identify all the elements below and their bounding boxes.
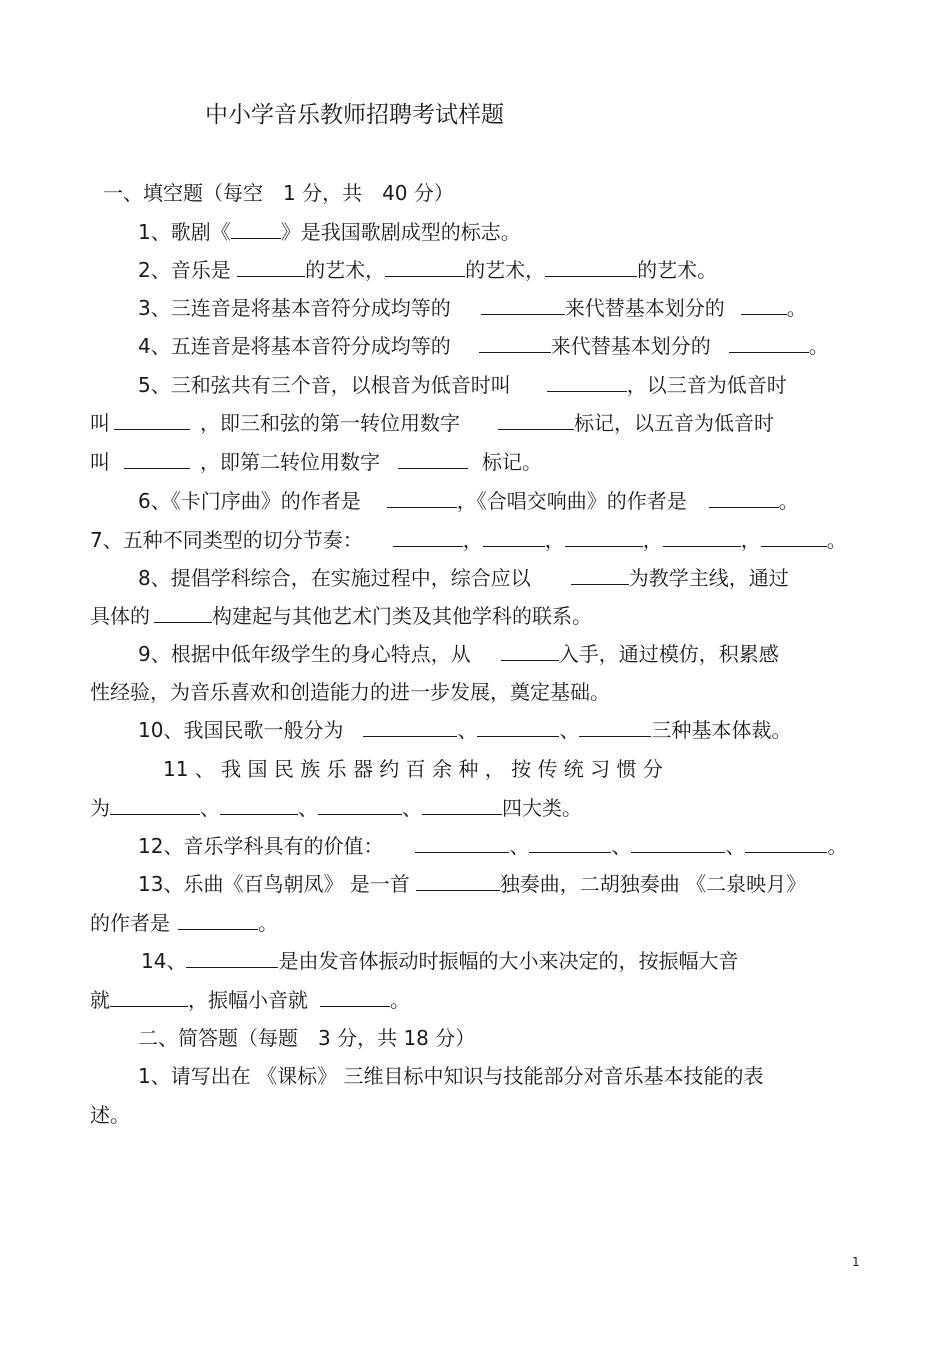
answer-blank [416, 872, 500, 891]
separator: 、 [509, 834, 530, 858]
answer-blank [110, 988, 188, 1007]
question-13-line-2 [90, 911, 278, 935]
question-text: 的艺术， [305, 258, 386, 282]
question-text: 构建起与其他艺术门类及其他学科的联系。 [212, 604, 592, 628]
question-text: 具体的 [90, 604, 150, 628]
question-text: 。 [390, 988, 410, 1012]
separator: ， [544, 528, 565, 552]
question-8-line-2 [90, 604, 592, 628]
question-text: 》是我国歌剧成型的标志。 [280, 220, 521, 244]
question-text: 入手，通过模仿，积累感 [558, 642, 779, 666]
question-text: 的艺术。 [637, 258, 718, 282]
answer-blank [318, 796, 402, 815]
question-2 [138, 258, 717, 282]
answer-blank [481, 296, 565, 315]
question-text: 为 [90, 796, 110, 820]
question-text: 标记，以五音为低音时 [574, 411, 774, 435]
answer-blank [709, 489, 779, 508]
answer-blank [729, 334, 809, 353]
question-text: 三种基本体裁。 [651, 718, 792, 742]
answer-blank [237, 258, 305, 277]
question-text: 叫 [90, 411, 110, 435]
question-11-line-2 [90, 796, 582, 820]
answer-blank [761, 528, 827, 547]
question-5-line-1 [138, 373, 787, 397]
separator: ， [462, 528, 483, 552]
question-9-line-1 [138, 642, 779, 666]
page-number: 1 [852, 1255, 860, 1269]
question-text: 。 [258, 911, 278, 935]
question-9-line-2: 性经验，为音乐喜欢和创造能力的进一步发展，奠定基础。 [90, 680, 610, 704]
question-text: 10、我国民歌一般分为 [138, 718, 344, 742]
answer-blank [422, 796, 502, 815]
question-text: ，振幅小音就 [188, 988, 308, 1012]
separator: 、 [457, 718, 478, 742]
separator: 、 [298, 796, 318, 820]
separator: ， [740, 528, 761, 552]
question-14-line-1 [141, 949, 738, 973]
question-10 [138, 718, 791, 742]
question-text: 。 [778, 489, 799, 513]
page-title: 中小学音乐教师招聘考试样题 [205, 102, 504, 128]
question-text: 。 [827, 834, 848, 858]
question-text: 的艺术， [465, 258, 546, 282]
answer-blank [745, 834, 827, 853]
question-1 [138, 220, 521, 244]
question-4 [138, 334, 829, 358]
answer-blank [631, 834, 725, 853]
separator: 、 [725, 834, 746, 858]
question-14-line-2 [90, 988, 410, 1012]
answer-blank [579, 718, 651, 737]
question-text: 8、提倡学科综合，在实施过程中，综合应以 [138, 566, 531, 590]
question-text: 来代替基本划分的 [564, 296, 725, 320]
separator: 、 [611, 834, 632, 858]
answer-blank [124, 450, 190, 469]
answer-blank [529, 834, 611, 853]
question-text: 5、三和弦共有三个音，以根音为低音时叫 [138, 373, 511, 397]
question-text: 。 [808, 334, 829, 358]
answer-blank [220, 796, 298, 815]
short-answer-1-line-1: 1、请写出在 《课标》 三维目标中知识与技能部分对音乐基本技能的表 [138, 1064, 764, 1088]
question-7 [90, 528, 847, 552]
answer-blank [547, 373, 627, 392]
answer-blank [363, 718, 457, 737]
question-text: 9、根据中低年级学生的身心特点，从 [138, 642, 471, 666]
question-text: ，即第二转位用数字 [200, 450, 380, 474]
question-text: 6、《卡门序曲》的作者是 [138, 489, 361, 513]
question-text: 就 [90, 988, 110, 1012]
question-text: ，即三和弦的第一转位用数字 [200, 411, 460, 435]
question-text: 2、音乐是 [138, 258, 238, 282]
answer-blank [320, 988, 390, 1007]
answer-blank [501, 642, 559, 661]
question-text: 14、 [141, 949, 187, 973]
question-text: 为教学主线，通过 [628, 566, 789, 590]
question-5-line-3 [90, 450, 542, 474]
answer-blank [498, 411, 574, 430]
question-text: 1、歌剧《 [138, 220, 231, 244]
answer-blank [178, 911, 258, 930]
answer-blank [114, 411, 190, 430]
answer-blank [741, 296, 787, 315]
answer-blank [479, 334, 551, 353]
answer-blank [398, 450, 468, 469]
separator: 、 [559, 718, 580, 742]
question-text: 13、乐曲《百鸟朝凤》 是一首 [138, 872, 410, 896]
section-1-heading: 一、填空题（每空 1 分，共 40 分） [103, 181, 454, 205]
short-answer-1-line-2: 述。 [90, 1103, 130, 1127]
question-8-line-1 [138, 566, 789, 590]
separator: 、 [200, 796, 220, 820]
answer-blank [231, 220, 281, 239]
answer-blank [415, 834, 509, 853]
question-text: 12、音乐学科具有的价值： [138, 834, 384, 858]
question-12 [138, 834, 847, 858]
question-text: 3、三连音是将基本音符分成均等的 [138, 296, 451, 320]
separator: ， [642, 528, 663, 552]
question-text: 独奏曲，二胡独奏曲 《二泉映月》 [499, 872, 807, 896]
question-11-line-1: 11 、 我 国 民 族 乐 器 约 百 余 种 ， 按 传 统 习 惯 分 [163, 757, 663, 781]
question-6 [138, 489, 799, 513]
question-text: ，以三音为低音时 [626, 373, 787, 397]
answer-blank [565, 528, 643, 547]
question-text: 标记。 [482, 450, 542, 474]
separator: 、 [402, 796, 422, 820]
question-text: ，《合唱交响曲》的作者是 [456, 489, 687, 513]
answer-blank [387, 489, 457, 508]
question-3 [138, 296, 807, 320]
answer-blank [110, 796, 200, 815]
answer-blank [571, 566, 629, 585]
question-5-line-2 [90, 411, 774, 435]
answer-blank [385, 258, 465, 277]
answer-blank [393, 528, 463, 547]
question-text: 是由发音体振动时振幅的大小来决定的，按振幅大音 [278, 949, 739, 973]
question-text: 四大类。 [502, 796, 582, 820]
question-text: 。 [786, 296, 807, 320]
question-text: 4、五连音是将基本音符分成均等的 [138, 334, 451, 358]
question-13-line-1 [138, 872, 806, 896]
answer-blank [483, 528, 545, 547]
answer-blank [545, 258, 637, 277]
question-text: 来代替基本划分的 [550, 334, 711, 358]
answer-blank [154, 604, 212, 623]
answer-blank [186, 949, 278, 968]
section-2-heading: 二、简答题（每题 3 分，共 18 分） [138, 1026, 476, 1050]
answer-blank [663, 528, 741, 547]
question-text: 。 [826, 528, 847, 552]
question-text: 叫 [90, 450, 110, 474]
question-text: 的作者是 [90, 911, 170, 935]
question-text: 7、五种不同类型的切分节奏： [90, 528, 363, 552]
answer-blank [477, 718, 559, 737]
